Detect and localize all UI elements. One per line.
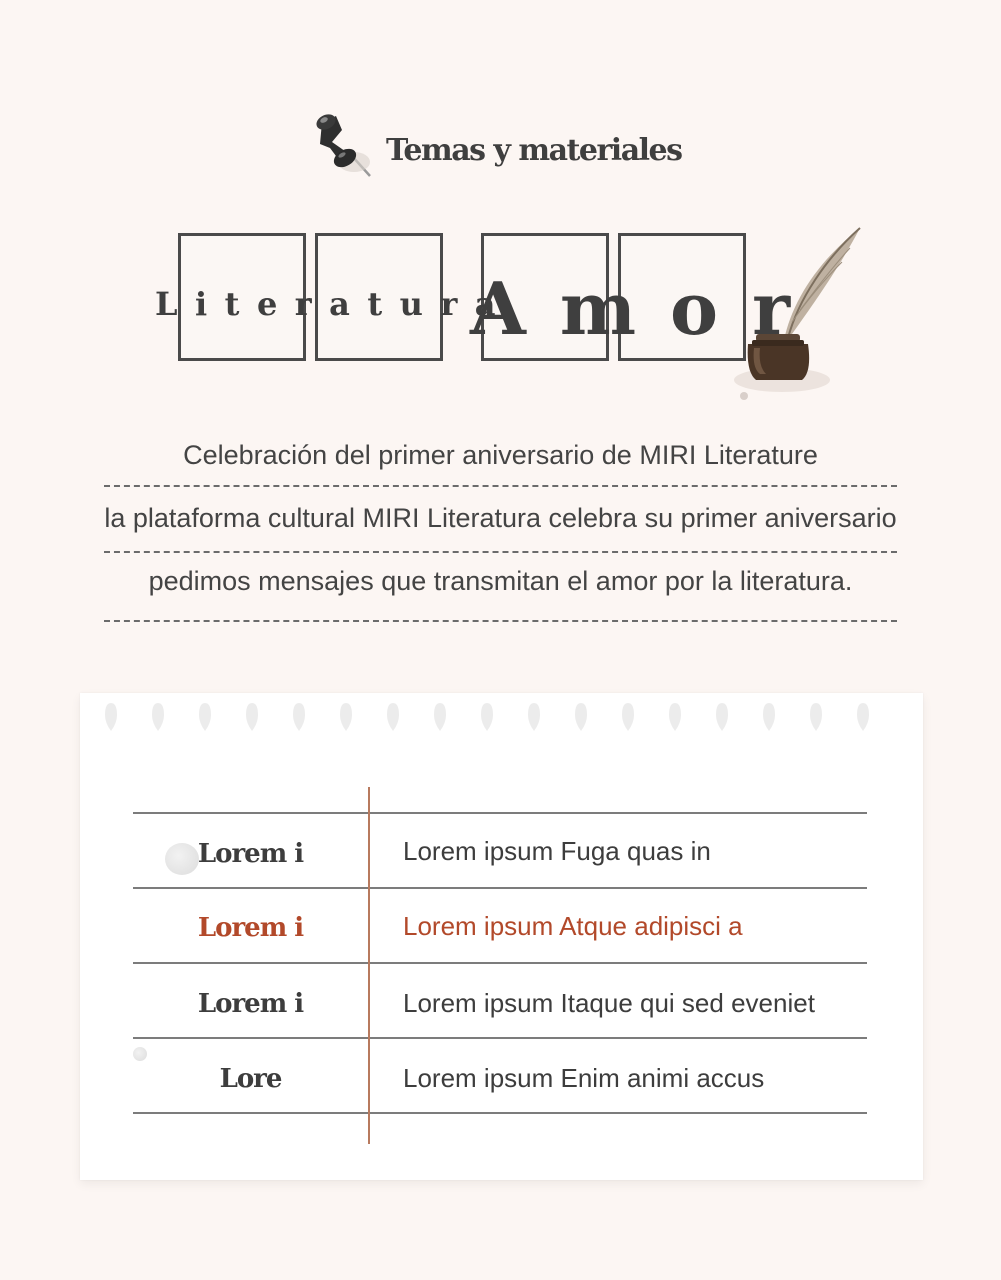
pushpin-icon — [312, 112, 382, 182]
dashed-divider — [104, 551, 897, 553]
table-rule — [133, 812, 867, 814]
table-row-label: Lore — [219, 1064, 282, 1094]
table-rule — [133, 962, 867, 964]
table-column-divider — [368, 787, 370, 1144]
table-rule — [133, 1037, 867, 1039]
table-row-value: Lorem ipsum Itaque qui sed eveniet — [403, 988, 815, 1018]
table-rule — [133, 1112, 867, 1114]
description-line: Celebración del primer aniversario de MIRI Literature — [183, 440, 818, 470]
description-line: pedimos mensajes que transmitan el amor por la literatura. — [148, 566, 853, 596]
title-word-literatura: Literatura — [155, 285, 514, 323]
table-row-value: Lorem ipsum Fuga quas in — [403, 836, 711, 866]
dashed-divider — [104, 620, 897, 622]
table-row-value: Lorem ipsum Enim animi accus — [403, 1063, 765, 1093]
torn-edge-decoration — [80, 693, 923, 753]
table-row-label: Lorem i — [197, 913, 304, 943]
table-row-value: Lorem ipsum Atque adipisci a — [403, 911, 743, 941]
dashed-divider — [104, 485, 897, 487]
table-row-label: Lorem i — [197, 839, 304, 869]
table-row-label: Lorem i — [197, 989, 304, 1019]
description-line: la plataforma cultural MIRI Literatura celebra su primer aniversario — [104, 503, 897, 533]
section-topic-title: Temas y materiales — [386, 133, 682, 168]
title-word-amor: Amor — [470, 266, 825, 351]
table-rule — [133, 887, 867, 889]
ink-stain — [133, 1047, 147, 1061]
